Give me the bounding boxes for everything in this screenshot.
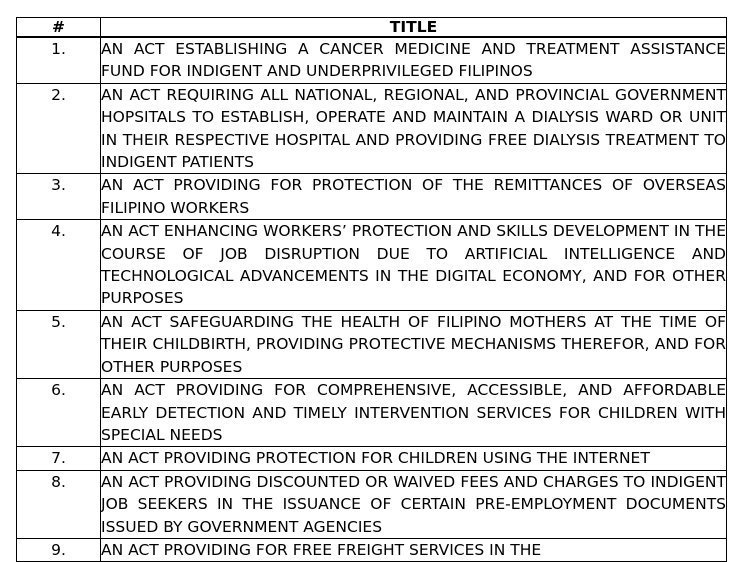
table-row [17,379,727,447]
row-number: 4. [17,220,101,311]
row-title: AN ACT ESTABLISHING A CANCER MEDICINE AND TREATMENT ASSISTANCE FUND FOR INDIGENT AND UNDERPRIVILEGED FILIPINOS [101,37,727,83]
row-number: 3. [17,174,101,220]
table-row [17,83,727,174]
row-number: 8. [17,470,101,538]
table-row [17,470,727,538]
table-row [17,310,727,378]
row-number: 6. [17,379,101,447]
header-number: # [17,18,101,38]
table-row [17,174,727,220]
row-title: AN ACT PROVIDING FOR PROTECTION OF THE REMITTANCES OF OVERSEAS FILIPINO WORKERS [101,174,727,220]
row-title: AN ACT SAFEGUARDING THE HEALTH OF FILIPINO MOTHERS AT THE TIME OF THEIR CHILDBIRTH, PROVIDING PROTECTIVE MECHANISMS THEREFOR, AND FOR OTHER PURPOSES [101,310,727,378]
row-title: AN ACT PROVIDING FOR COMPREHENSIVE, ACCESSIBLE, AND AFFORDABLE EARLY DETECTION AND TIMELY INTERVENTION SERVICES FOR CHILDREN WITH SPECIAL NEEDS [101,379,727,447]
table-row [17,447,727,470]
row-number: 1. [17,37,101,83]
table-row [17,220,727,311]
row-title: AN ACT ENHANCING WORKERS’ PROTECTION AND SKILLS DEVELOPMENT IN THE COURSE OF JOB DISRUPTION DUE TO ARTIFICIAL INTELLIGENCE AND TECHNOLOGICAL ADVANCEMENTS IN THE DIGITAL ECONOMY, AND FOR OTHER PURPOSES [101,220,727,311]
row-number: 7. [17,447,101,470]
table-header-row [17,18,727,38]
row-number: 5. [17,310,101,378]
header-title: TITLE [101,18,727,38]
row-title: AN ACT PROVIDING PROTECTION FOR CHILDREN USING THE INTERNET [101,447,727,470]
row-title: AN ACT PROVIDING DISCOUNTED OR WAIVED FEES AND CHARGES TO INDIGENT JOB SEEKERS IN THE ISSUANCE OF CERTAIN PRE-EMPLOYMENT DOCUMENTS ISSUED BY GOVERNMENT AGENCIES [101,470,727,538]
row-title: AN ACT PROVIDING FOR FREE FREIGHT SERVICES IN THE [101,538,727,561]
row-title: AN ACT REQUIRING ALL NATIONAL, REGIONAL, AND PROVINCIAL GOVERNMENT HOPSITALS TO ESTABLISH, OPERATE AND MAINTAIN A DIALYSIS WARD OR UNIT IN THEIR RESPECTIVE HOSPITAL AND PROVIDING FREE DIALYSIS TREATMENT TO INDIGENT PATIENTS [101,83,727,174]
table-row [17,37,727,83]
bills-table [16,17,727,562]
row-number: 9. [17,538,101,561]
row-number: 2. [17,83,101,174]
table-row [17,538,727,561]
